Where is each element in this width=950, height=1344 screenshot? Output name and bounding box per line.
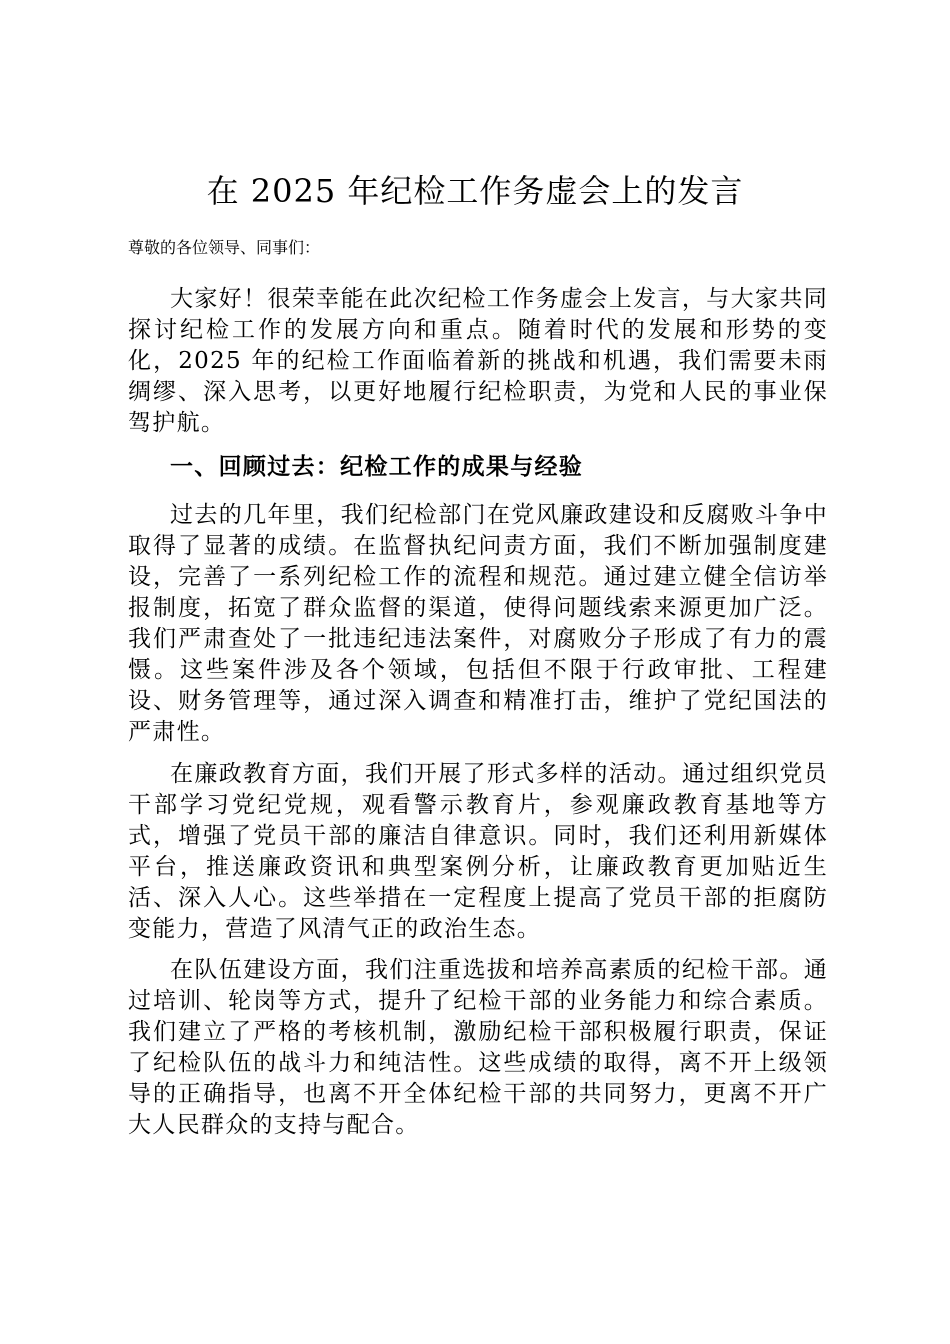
paragraph-education: 在廉政教育方面，我们开展了形式多样的活动。通过组织党员干部学习党纪党规，观看警示教育片，参观廉政教育基地等方式，增强了党员干部的廉洁自律意识。同时，我们还利用新媒体平台，推送廉政资讯和典型案例分析，让廉政教育更加贴近生活、深入人心。这些举措在一定程度上提高了党员干部的拒腐防变能力，营造了风清气正的政治生态。 [128,761,828,942]
paragraph-opening: 大家好！很荣幸能在此次纪检工作务虚会上发言，与大家共同探讨纪检工作的发展方向和重点。随着时代的发展和形势的变化，2025 年的纪检工作面临着新的挑战和机遇，我们需要未雨绸缪、深入思考，以更好地履行纪检职责，为党和人民的事业保驾护航。 [128,286,828,436]
paragraph-achievements: 过去的几年里，我们纪检部门在党风廉政建设和反腐败斗争中取得了显著的成绩。在监督执纪问责方面，我们不断加强制度建设，完善了一系列纪检工作的流程和规范。通过建立健全信访举报制度，拓宽了群众监督的渠道，使得问题线索来源更加广泛。我们严肃查处了一批违纪违法案件，对腐败分子形成了有力的震慑。这些案件涉及各个领域，包括但不限于行政审批、工程建设、财务管理等，通过深入调查和精准打击，维护了党纪国法的严肃性。 [128,502,828,745]
document-title: 在 2025 年纪检工作务虚会上的发言 [206,172,744,210]
salutation: 尊敬的各位领导、同事们： [128,238,321,257]
paragraph-team-building: 在队伍建设方面，我们注重选拔和培养高素质的纪检干部。通过培训、轮岗等方式，提升了纪检干部的业务能力和综合素质。我们建立了严格的考核机制，激励纪检干部积极履行职责，保证了纪检队伍的战斗力和纯洁性。这些成绩的取得，离不开上级领导的正确指导，也离不开全体纪检干部的共同努力，更离不开广大人民群众的支持与配合。 [128,957,828,1138]
section-heading: 一、回顾过去：纪检工作的成果与经验 [170,453,584,480]
